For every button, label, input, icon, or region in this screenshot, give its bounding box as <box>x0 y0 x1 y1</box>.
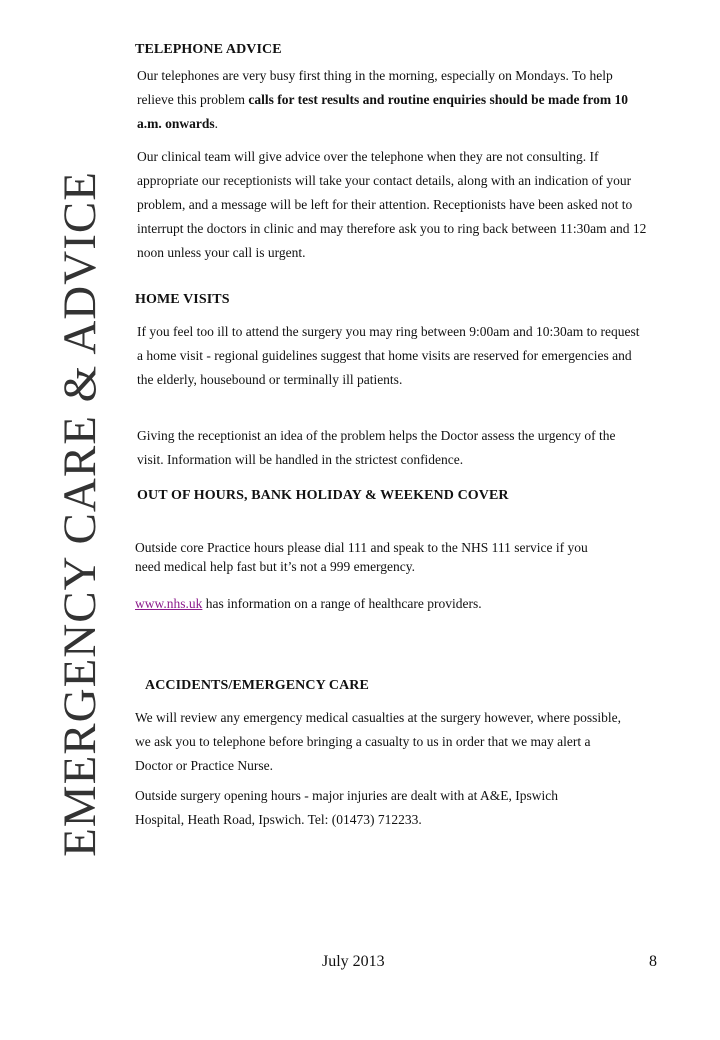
telephone-advice-paragraph-2: Our clinical team will give advice over the telephone when they are not consulting. If appropriate our receptionists will take your contact details, along with an indication of your problem, and a message will be left for their attention. Receptionists have been asked not to interrupt the doctors in clinic and may therefore ask you to ring back between 11:30am and 12 noon unless your call is urgent. <box>137 149 647 260</box>
telephone-advice-period: . <box>214 116 219 131</box>
telephone-advice-paragraph-1 <box>137 64 637 136</box>
accidents-paragraph-2: Outside surgery opening hours - major injuries are dealt with at A&E, Ipswich Hospital, Heath Road, Ipswich. Tel: (01473) 712233. <box>135 788 559 827</box>
out-of-hours-paragraph-1: Outside core Practice hours please dial 111 and speak to the NHS 111 service if you need medical help fast but it’s not a 999 emergency. <box>135 540 588 574</box>
accidents-paragraph-1: We will review any emergency medical casualties at the surgery however, where possible, we ask you to telephone before bringing a casualty to us in order that we may alert a Doctor or Practice Nurse. <box>135 710 621 773</box>
page-number: 8 <box>649 953 657 970</box>
telephone-advice-emphasis: calls for test results and routine enquiries should be made from 10 a.m. onwards <box>137 92 628 131</box>
telephone-advice-text: Our telephones are very busy first thing in the morning, especially on Mondays. To help relieve this problem <box>137 68 613 107</box>
telephone-advice-heading: TELEPHONE ADVICE <box>135 42 282 57</box>
footer-date: July 2013 <box>322 953 385 970</box>
home-visits-heading: HOME VISITS <box>135 292 230 307</box>
out-of-hours-heading: OUT OF HOURS, BANK HOLIDAY & WEEKEND COVER <box>137 488 509 503</box>
out-of-hours-paragraph-2 <box>135 592 655 616</box>
home-visits-paragraph-1: If you feel too ill to attend the surgery you may ring between 9:00am and 10:30am to request a home visit - regional guidelines suggest that home visits are reserved for emergencies and the elderly, housebound or terminally ill patients. <box>137 324 640 387</box>
out-of-hours-link-description: has information on a range of healthcare providers. <box>202 596 482 611</box>
home-visits-paragraph-2: Giving the receptionist an idea of the problem helps the Doctor assess the urgency of the visit. Information will be handled in the strictest confidence. <box>137 428 616 467</box>
accidents-emergency-heading: ACCIDENTS/EMERGENCY CARE <box>145 678 369 693</box>
nhs-website-link[interactable]: www.nhs.uk <box>135 596 203 611</box>
vertical-section-title: EMERGENCY CARE & ADVICE <box>54 171 107 857</box>
